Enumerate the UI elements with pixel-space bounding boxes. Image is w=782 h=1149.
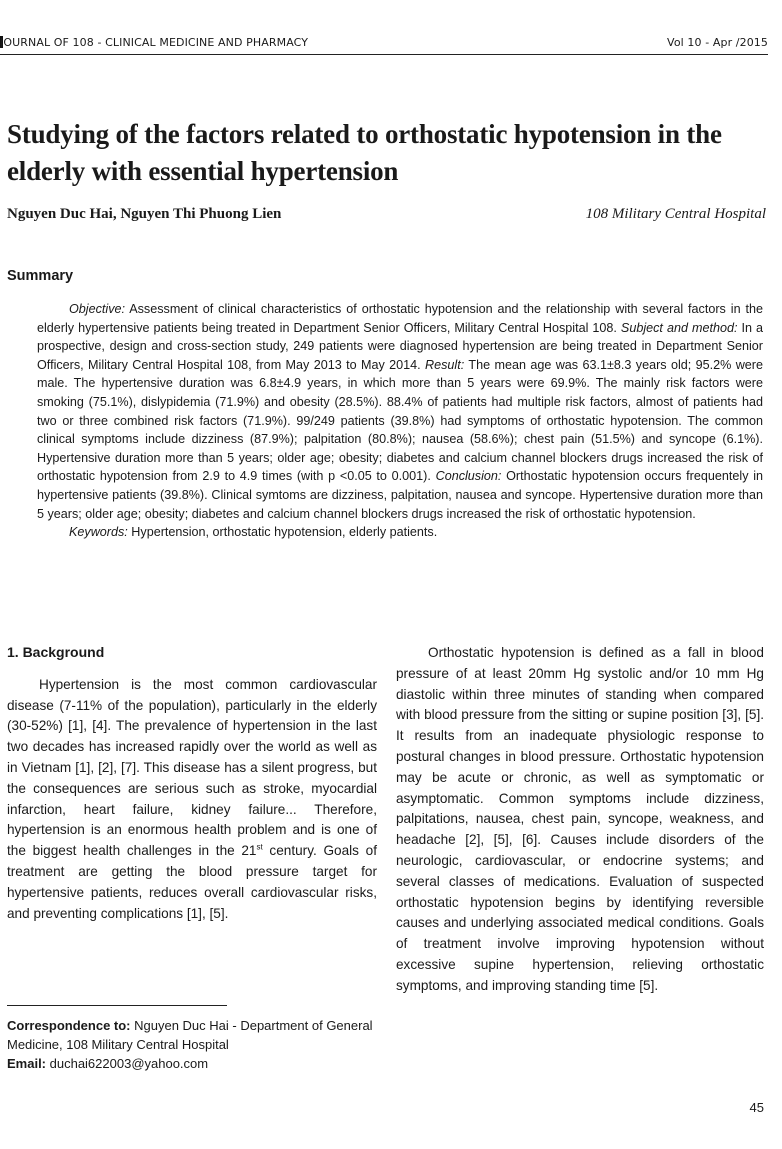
summary-paragraph xyxy=(37,300,763,523)
para1-text-a: Hypertension is the most common cardiovascular disease (7-11% of the population), particularly in the elderly (30-52%) [1], [4]. The prevalence of hypertension in the last two decades has increased rapidly over the world as well as in Vietnam [1], [2], [7]. This disease has a silent progress, but the consequences are serious such as stroke, myocardial infarction, heart failure, kidney failure... Therefore, hypertension is an enormous health problem and is one of the biggest health challenges in the 21 xyxy=(7,676,377,859)
issue-info: Vol 10 - Apr /2015 xyxy=(667,36,768,49)
result-label: Result: xyxy=(425,357,465,372)
background-paragraph-1 xyxy=(7,675,377,925)
journal-name: JOURNAL OF 108 - CLINICAL MEDICINE AND PHARMACY xyxy=(0,36,309,49)
method-text: In a prospective, design and cross-section study, 249 patients were diagnosed hypertension are being treated in Department Senior Officers, Military Central Hospital 108, from May 2013 to May 2014. xyxy=(37,320,763,372)
left-column xyxy=(7,642,377,924)
article-title: Studying of the factors related to orthostatic hypotension in the elderly with essential hypertension xyxy=(7,119,722,186)
email-address: duchai622003@yahoo.com xyxy=(46,1056,209,1071)
author-list: Nguyen Duc Hai, Nguyen Thi Phuong Lien xyxy=(7,206,282,222)
correspondence-note xyxy=(7,1016,387,1073)
footnote-rule xyxy=(7,1005,227,1006)
para1-superscript: st xyxy=(256,842,263,852)
keywords-label: Keywords: xyxy=(69,525,128,540)
summary-heading: Summary xyxy=(7,268,74,284)
right-column xyxy=(396,643,764,997)
method-label: Subject and method: xyxy=(620,320,738,335)
conclusion-text: Orthostatic hypotension occurs frequentely in hypertensive patients (39.8%). Clinical symtoms are dizziness, palpitation, nausea and syncope. Hypertensive duration more than 5 years; older age; obesity; diabetes and calcium channel blockers drugs increased the risk of orthostatic hypotension. xyxy=(37,469,764,521)
email-line xyxy=(7,1054,387,1073)
keywords-line xyxy=(37,523,763,542)
objective-label: Objective: xyxy=(69,302,125,316)
background-paragraph-2: Orthostatic hypotension is defined as a fall in blood pressure of at least 20mm Hg systolic and/or 10 mm Hg diastolic within three minutes of standing when compared with blood pressure from the sitting or supine position [3], [5]. It results from an inadequate physiologic response to postural changes in blood pressure. Orthostatic hypotension may be acute or chronic, as well as symptomatic or asymptomatic. Common symptoms include dizziness, palpitations, nausea, chest pain, syncope, weakness, and headache [2], [5], [6]. Causes include disorders of the neurologic, cardiovascular, or endocrine systems; and several classes of medications. Evaluation of suspected orthostatic hypotension begins by identifying reversible causes and underlying associated medical conditions. Goals of treatment involve improving hypotension without excessive supine hypertension, relieving orthostatic symptoms, and improving standing time [5]. xyxy=(396,645,764,993)
result-text: The mean age was 63.1±8.3 years old; 95.2% were male. The hypertensive duration was 6.8±4.9 years, in which more than 5 years were 69.9%. The mainly risk factors were smoking (75.1%), dislypidemia (71.9%) and obesity (28.5%). 88.4% of patients had multiple risk factors, almost of patients had two or three combined risk factors (71.9%). 99/249 patients (39.8%) had symptoms of orthostatic hypotension. The common clinical symptoms include dizziness (87.9%); palpitation (80.8%); nausea (58.6%); chest pain (51.5%) and syncope (6.1%). Hypertensive duration more than 5 years; older age; obesity; diabetes and calcium channel blockers drugs increased the risk of orthostatic hypotension from 2.9 to 4.9 times (with p <0.05 to 0.001). xyxy=(37,357,763,484)
affiliation: 108 Military Central Hospital xyxy=(585,206,766,222)
correspondence-label: Correspondence to: xyxy=(7,1018,131,1033)
keywords-text: Hypertension, orthostatic hypotension, elderly patients. xyxy=(127,525,438,540)
running-header xyxy=(0,34,768,55)
conclusion-label: Conclusion: xyxy=(435,469,502,484)
para1-text-b: century. Goals of treatment are getting the blood pressure target for hypertensive patients, reduces overall cardiovascular risks, and preventing complications [1], [5]. xyxy=(7,843,377,921)
email-label: Email: xyxy=(7,1056,47,1071)
page-number: 45 xyxy=(749,1100,764,1115)
section-heading: 1. Background xyxy=(7,644,105,660)
correspondence-line xyxy=(7,1016,387,1054)
correspondence-text: Nguyen Duc Hai - Department of General Medicine, 108 Military Central Hospital xyxy=(7,1018,373,1052)
objective-text: Assessment of clinical characteristics of orthostatic hypotension and the relationship with several factors in the elderly hypertensive patients being treated in Department Senior Officers, Military Central Hospital 108. xyxy=(37,302,763,335)
summary-body xyxy=(37,300,763,542)
